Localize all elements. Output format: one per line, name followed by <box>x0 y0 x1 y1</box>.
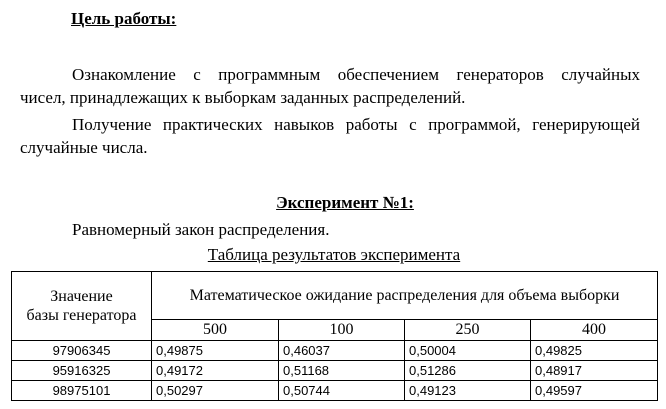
generator-base-cell: 95916325 <box>12 361 152 381</box>
base-column-header-line-2: базы генератора <box>26 307 137 324</box>
goal-paragraph-1-line-1: Ознакомление с программным обеспечением генераторов случайных <box>72 65 640 84</box>
expectation-cell: 0,50744 <box>279 381 405 401</box>
results-table <box>11 271 658 401</box>
table-header-row <box>12 272 658 320</box>
distribution-law: Равномерный закон распределения. <box>72 220 330 239</box>
table-caption: Таблица результатов эксперимента <box>207 245 461 264</box>
sample-size-header: 500 <box>152 320 279 341</box>
table-row <box>12 381 658 401</box>
expectation-cell: 0,48917 <box>531 361 658 381</box>
expectation-cell: 0,51168 <box>279 361 405 381</box>
base-column-header-line-1: Значение <box>50 288 113 305</box>
expectation-cell: 0,50297 <box>152 381 279 401</box>
goal-paragraph-2-line-2: случайные числа. <box>20 138 148 157</box>
generator-base-cell: 97906345 <box>12 341 152 361</box>
expectation-cell: 0,49172 <box>152 361 279 381</box>
generator-base-cell: 98975101 <box>12 381 152 401</box>
expectation-cell: 0,50004 <box>405 341 531 361</box>
sample-size-header: 250 <box>405 320 531 341</box>
expectation-cell: 0,49875 <box>152 341 279 361</box>
goal-paragraph-1-line-2: чисел, принадлежащих к выборкам заданных распределений. <box>20 88 466 107</box>
expectation-cell: 0,51286 <box>405 361 531 381</box>
expectation-cell: 0,49123 <box>405 381 531 401</box>
sample-size-header: 100 <box>279 320 405 341</box>
expectation-cell: 0,49825 <box>531 341 658 361</box>
sample-size-header: 400 <box>531 320 658 341</box>
goal-heading: Цель работы: <box>71 9 177 28</box>
table-row <box>12 341 658 361</box>
expectation-cell: 0,49597 <box>531 381 658 401</box>
expectation-group-header: Математическое ожидание распределения для объема выборки <box>152 272 658 320</box>
expectation-cell: 0,46037 <box>279 341 405 361</box>
base-column-header <box>12 272 152 341</box>
goal-paragraph-2-line-1: Получение практических навыков работы с программой, генерирующей <box>72 115 640 134</box>
experiment-heading: Эксперимент №1: <box>276 193 414 212</box>
table-row <box>12 361 658 381</box>
